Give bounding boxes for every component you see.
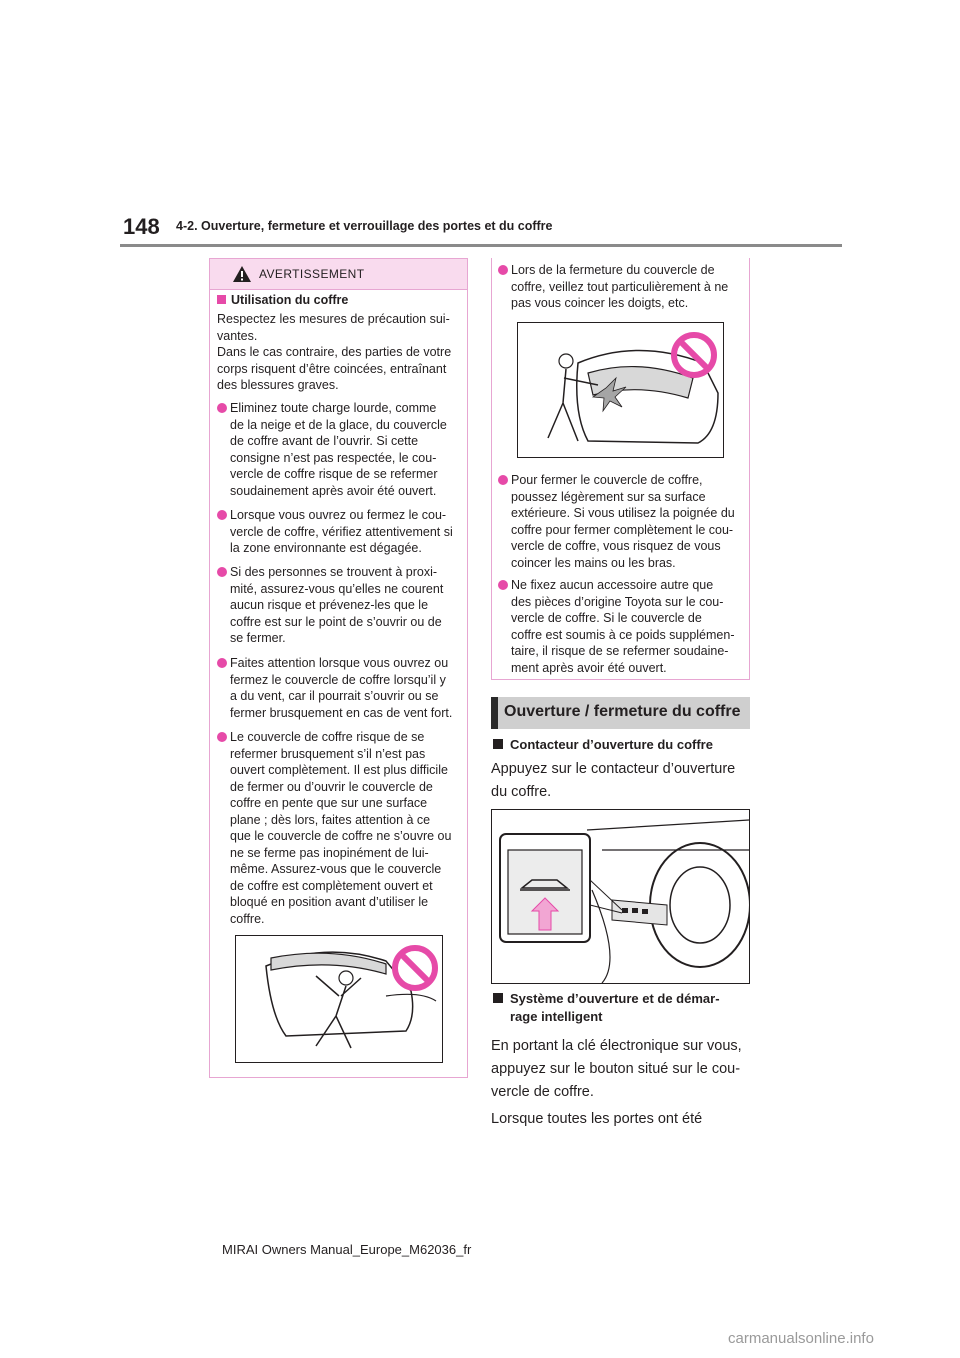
warning-bullet: Eliminez toute charge lourde, comme de la neige et de la glace, du couvercle de coffre avant de l’ouvrir. Si cette consigne n’est pas respectée, le cou- vercle de coffre risque de se refermer soudainement après avoir été ouvert.: [217, 400, 447, 499]
warning-bullet: Si des personnes se trouvent à proxi- mité, assurez-vous qu’elles ne courent aucun risque et prévenez-les que le coffre est sur le point de s’ouvrir ou de se fermer.: [217, 564, 443, 647]
subheading: Contacteur d’ouverture du coffre: [493, 736, 713, 754]
bullet-dot-icon: [217, 567, 227, 577]
square-bullet-icon: [493, 993, 503, 1003]
footer-manual-id: MIRAI Owners Manual_Europe_M62036_fr: [222, 1242, 472, 1257]
warning-triangle-icon: [232, 265, 252, 283]
warning-bullet: Ne fixez aucun accessoire autre que des pièces d’origine Toyota sur le cou- vercle de coffre. Si le couvercle de coffre est soumis à ce poids supplémen- taire, il risque de se refermer soudaine- ment après avoir été ouvert.: [498, 577, 735, 676]
subheading: Système d’ouverture et de démar- rage intelligent: [493, 990, 720, 1026]
warning-bullet: Lors de la fermeture du couvercle de coffre, veillez tout particulièrement à ne pas vous coincer les doigts, etc.: [498, 262, 728, 312]
body-text: Appuyez sur le contacteur d’ouverture du coffre.: [491, 761, 736, 800]
prohibited-icon: [670, 331, 718, 379]
bullet-dot-icon: [217, 510, 227, 520]
square-bullet-icon: [217, 295, 226, 304]
heading-accent: [491, 697, 498, 729]
warning-header: [210, 259, 467, 290]
section-heading: [491, 697, 750, 729]
finger-pinch-illustration: [517, 322, 724, 458]
warning-bullet: Lorsque vous ouvrez ou fermez le cou- vercle de coffre, vérifiez attentivement si la zone environnante est dégagée.: [217, 507, 453, 557]
trunk-switch-illustration: [491, 809, 750, 984]
warning-bullet: Le couvercle de coffre risque de se refermer brusquement s’il n’est pas ouvert complètement. Il est plus difficile de fermer ou d’ouvrir le couvercle de coffre en pente que sur une surface plane ; dès lors, faites attention à ce que le couvercle de coffre ne s’ouvre ou ne se ferme pas inopinément de lui- même. Assurez-vous que le couvercle de coffre est complètement ouvert et bloqué en position avant d’utiliser le coffre.: [217, 729, 451, 927]
section-heading-text: Ouverture / fermeture du coffre: [504, 703, 741, 720]
trunk-opening-illustration: [235, 935, 443, 1063]
section-title: 4-2. Ouverture, fermeture et verrouillage des portes et du coffre: [176, 219, 553, 233]
warning-title: AVERTISSEMENT: [259, 267, 365, 281]
watermark: carmanualsonline.info: [728, 1330, 874, 1347]
square-bullet-icon: [493, 739, 503, 749]
dashboard-drawing: [492, 810, 749, 983]
warning-bullet: Faites attention lorsque vous ouvrez ou fermez le couvercle de coffre lorsqu’il y a du vent, car il pourrait s’ouvrir ou se fermer brusquement en cas de vent fort.: [217, 655, 452, 721]
bullet-dot-icon: [217, 403, 227, 413]
bullet-dot-icon: [498, 580, 508, 590]
bullet-dot-icon: [498, 475, 508, 485]
warning-bullet: Pour fermer le couvercle de coffre, poussez légèrement sur sa surface extérieure. Si vous utilisez la poignée du coffre pour fermer complètement le cou- vercle de coffre, vous risquez de vous coincer les mains ou les bras.: [498, 472, 735, 571]
page-number: 148: [123, 214, 160, 239]
bullet-dot-icon: [217, 658, 227, 668]
header-divider: [120, 244, 842, 247]
bullet-dot-icon: [217, 732, 227, 742]
body-text: En portant la clé électronique sur vous, appuyez sur le bouton situé sur le cou- vercle de coffre. Lorsque toutes les portes ont été: [491, 1038, 742, 1127]
warning-intro: Respectez les mesures de précaution sui- vantes. Dans le cas contraire, des parties de votre corps risquent d’être coincées, entraînant des blessures graves.: [217, 312, 452, 392]
prohibited-icon: [391, 944, 439, 992]
warning-subheading: Utilisation du coffre: [217, 292, 348, 309]
bullet-dot-icon: [498, 265, 508, 275]
